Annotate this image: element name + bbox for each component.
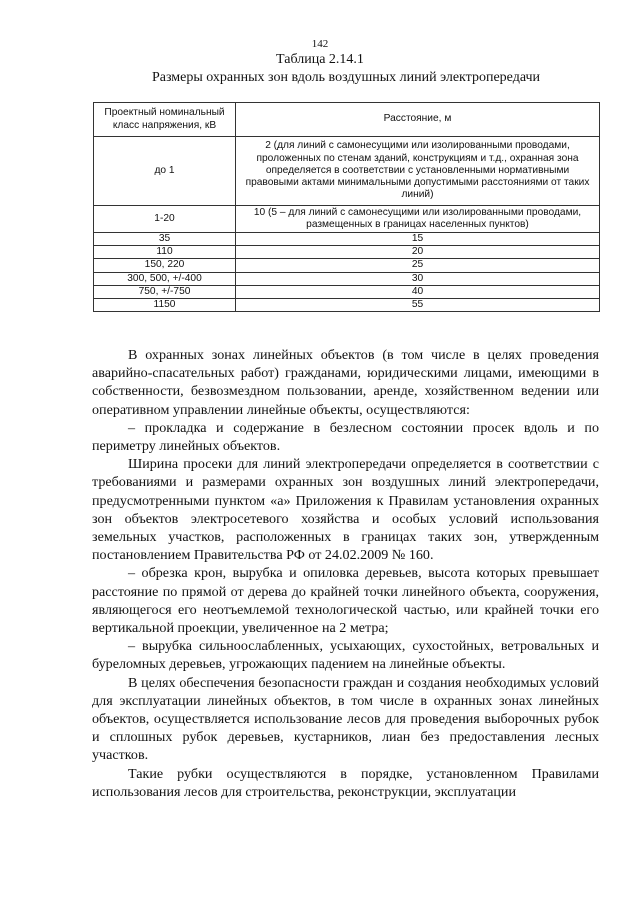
- paragraph: Ширина просеки для линий электропередачи определяется в соответствии с требованиями и размерами охранных зон воздушных линий электропередачи, предусмотренными пунктом «а» Приложения к Правилам установления охранных зон объектов электросетевого хозяйства и особых условий использования земельных участков, расположенных в границах таких зон, утвержденным постановлением Правительства РФ от 24.02.2009 № 160.: [92, 456, 599, 564]
- table-row: [94, 272, 600, 285]
- distance-cell: 2 (для линий с самонесущими или изолированными проводами, проложенных по стенам зданий, конструкциям и т.д., охранная зона определяется в соответствии с установленными нормативными правовыми актами минимальными допустимыми расстояниями от таких линий): [236, 137, 600, 206]
- distance-cell: 20: [236, 246, 600, 259]
- distance-cell: 30: [236, 272, 600, 285]
- voltage-cell: 750, +/-750: [94, 285, 236, 298]
- paragraph: Такие рубки осуществляются в порядке, установленном Правилами использования лесов для строительства, реконструкции, эксплуатации: [92, 765, 599, 800]
- header-distance: Расстояние, м: [236, 103, 600, 137]
- table-row: [94, 246, 600, 259]
- distance-cell: 55: [236, 299, 600, 312]
- table-header-row: [94, 103, 600, 137]
- paragraph: – вырубка сильноослабленных, усыхающих, сухостойных, ветровальных и буреломных деревьев, угрожающих падением на линейные объекты.: [92, 638, 599, 673]
- distance-cell: 40: [236, 285, 600, 298]
- distance-cell: 25: [236, 259, 600, 272]
- voltage-cell: 110: [94, 246, 236, 259]
- voltage-cell: 150, 220: [94, 259, 236, 272]
- page-number: 142: [311, 38, 329, 50]
- voltage-cell: 300, 500, +/-400: [94, 272, 236, 285]
- table-row: [94, 299, 600, 312]
- distance-cell: 10 (5 – для линий с самонесущими или изолированными проводами, размещенных в границах населенных пунктов): [236, 206, 600, 233]
- table-row: [94, 233, 600, 246]
- table-label: Таблица 2.14.1: [276, 52, 364, 67]
- paragraph: В охранных зонах линейных объектов (в том числе в целях проведения аварийно-спасательных работ) гражданами, юридическими лицами, имеющими в собственности, безвозмездном пользовании, аренде, хозяйственном ведении или оперативном управлении линейные объекты, осуществляются:: [92, 347, 599, 418]
- header-voltage-class: Проектный номинальный класс напряжения, кВ: [94, 103, 236, 137]
- paragraph: – обрезка крон, вырубка и опиловка деревьев, высота которых превышает расстояние по прямой от дерева до крайней точки линейного объекта, сооружения, являющегося его неотъемлемой технологической частью, или крайней точки его вертикальной проекции, увеличенное на 2 метра;: [92, 565, 599, 637]
- distance-cell: 15: [236, 233, 600, 246]
- table-title: Размеры охранных зон вдоль воздушных линий электропередачи: [151, 70, 541, 85]
- voltage-cell: 35: [94, 233, 236, 246]
- voltage-cell: до 1: [94, 137, 236, 206]
- protection-zones-table: [93, 102, 600, 312]
- paragraph: В целях обеспечения безопасности граждан и создания необходимых условий для эксплуатации линейных объектов, в том числе в охранных зонах линейных объектов, осуществляется использование лесов для проведения выборочных рубок и сплошных рубок деревьев, кустарников, лиан без предоставления лесных участков.: [92, 674, 599, 764]
- paragraph: – прокладка и содержание в безлесном состоянии просек вдоль и по периметру линейных объектов.: [92, 419, 599, 455]
- body-text: [92, 346, 599, 801]
- table-row: [94, 137, 600, 206]
- table-row: [94, 259, 600, 272]
- voltage-cell: 1150: [94, 299, 236, 312]
- table-row: [94, 206, 600, 233]
- table-row: [94, 285, 600, 298]
- voltage-cell: 1-20: [94, 206, 236, 233]
